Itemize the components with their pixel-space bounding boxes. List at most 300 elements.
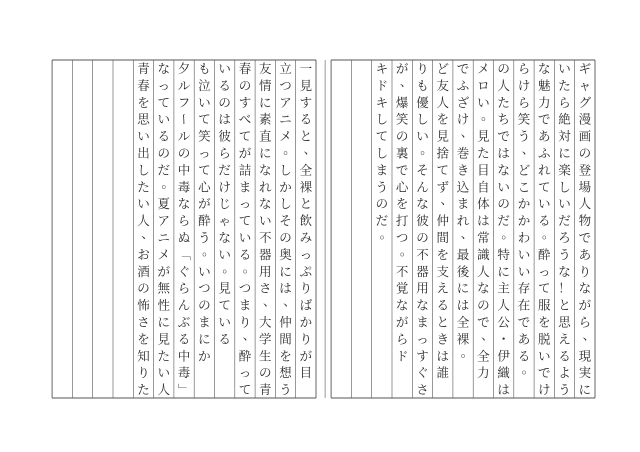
manuscript-character: っ (299, 246, 313, 262)
manuscript-character: 現 (578, 348, 592, 364)
manuscript-character: じ (218, 196, 231, 212)
manuscript-character: 誰 (436, 365, 450, 381)
manuscript-character: い (137, 196, 150, 212)
manuscript-character: て (375, 128, 389, 144)
manuscript-character: が (395, 314, 409, 330)
manuscript-character: れ (456, 213, 470, 229)
manuscript-character: 裏 (395, 145, 409, 161)
manuscript-character: キ (375, 60, 389, 76)
manuscript-character: 、 (242, 327, 256, 343)
manuscript-character: 思 (137, 111, 150, 127)
manuscript-character: ら (517, 94, 531, 110)
manuscript-character: 、 (521, 141, 535, 157)
manuscript-character: 巻 (456, 145, 470, 161)
manuscript-character: 用 (258, 263, 272, 279)
manuscript-character: 常 (477, 229, 490, 245)
manuscript-character: い (218, 314, 231, 330)
manuscript-character: お (137, 246, 150, 262)
manuscript-character: で (497, 128, 510, 144)
manuscript-character: 魅 (537, 77, 551, 93)
manuscript-character: に (558, 145, 571, 161)
manuscript-character: 全 (477, 348, 490, 364)
manuscript-character: そ (416, 162, 429, 178)
manuscript-character: い (218, 60, 231, 76)
manuscript-character: 怖 (137, 297, 150, 313)
manuscript-character: る (558, 348, 571, 364)
manuscript-character: 、 (582, 327, 596, 343)
manuscript-character: の (416, 229, 429, 245)
manuscript-character: て (537, 280, 551, 296)
manuscript-character: 支 (436, 263, 450, 279)
manuscript-character: 器 (416, 263, 429, 279)
manuscript-character: っ (198, 145, 211, 161)
manuscript-character: 目 (299, 365, 313, 381)
manuscript-character: 思 (558, 314, 571, 330)
manuscript-character: 見 (157, 331, 171, 347)
manuscript-character: の (258, 365, 272, 381)
manuscript-character: ら (558, 94, 571, 110)
manuscript-character: 。 (420, 141, 433, 157)
manuscript-character: で (395, 162, 409, 178)
manuscript-character: 」 (176, 383, 192, 396)
manuscript-character: 学 (258, 331, 272, 347)
manuscript-character: ー (176, 112, 192, 126)
manuscript-character: う (375, 179, 389, 195)
manuscript-character: 織 (497, 365, 510, 381)
manuscript-character: 仲 (436, 213, 450, 229)
manuscript-character: り (299, 331, 313, 347)
manuscript-character: 器 (258, 246, 272, 262)
manuscript-character: 物 (578, 213, 592, 229)
manuscript-character: な (258, 196, 272, 212)
manuscript-character: ア (279, 94, 292, 110)
manuscript-character: 春 (137, 77, 150, 93)
manuscript-character: て (157, 94, 171, 110)
manuscript-character: ま (456, 196, 470, 212)
manuscript-character: で (537, 365, 551, 381)
manuscript-character: た (137, 382, 150, 398)
manuscript-character: 服 (537, 297, 551, 313)
manuscript-character: る (218, 77, 231, 93)
manuscript-character: う (558, 382, 571, 398)
manuscript-character: 。 (541, 225, 555, 241)
manuscript-character: ふ (456, 77, 470, 93)
manuscript-character: 。 (501, 225, 514, 241)
manuscript-character: つ (395, 229, 409, 245)
manuscript-character: 酔 (537, 246, 551, 262)
manuscript-character: 。 (379, 225, 393, 241)
manuscript-character: ル (177, 128, 191, 144)
manuscript-character: ち (497, 111, 510, 127)
manuscript-character: と (436, 314, 450, 330)
manuscript-character: ず (436, 179, 450, 195)
manuscript-character: し (375, 111, 389, 127)
manuscript-character: で (517, 314, 531, 330)
manuscript-character: の (218, 94, 231, 110)
manuscript-character: は (279, 280, 292, 296)
manuscript-character: あ (537, 128, 551, 144)
manuscript-character: ロ (477, 77, 490, 93)
manuscript-character: て (198, 162, 211, 178)
manuscript-character: し (375, 145, 389, 161)
manuscript-character: ら (395, 331, 409, 347)
manuscript-character: 人 (497, 297, 510, 313)
manuscript-character: 見 (299, 77, 313, 93)
manuscript-character: け (517, 77, 531, 93)
manuscript-character: グ (578, 94, 592, 110)
manuscript-character: 。 (222, 259, 235, 275)
manuscript-character: 間 (279, 331, 292, 347)
manuscript-character: き (456, 162, 470, 178)
manuscript-character: で (456, 60, 470, 76)
manuscript-character: 主 (497, 280, 510, 296)
manuscript-character: 出 (137, 145, 150, 161)
manuscript-character: の (477, 297, 490, 313)
manuscript-character: キ (375, 94, 389, 110)
manuscript-character: は (456, 297, 470, 313)
manuscript-character: る (238, 246, 252, 262)
manuscript-character: い (477, 94, 490, 110)
manuscript-character: 目 (477, 162, 490, 178)
manuscript-character: を (436, 246, 450, 262)
manuscript-character: て (198, 111, 211, 127)
manuscript-character: が (578, 297, 592, 313)
manuscript-character: り (238, 314, 252, 330)
manuscript-character: 見 (477, 128, 490, 144)
manuscript-character: 飲 (299, 213, 313, 229)
manuscript-character: 人 (477, 263, 490, 279)
manuscript-character: ニ (157, 229, 171, 245)
manuscript-character: ん (177, 297, 191, 313)
manuscript-character: ら (578, 314, 592, 330)
manuscript-character: ギ (578, 60, 592, 76)
manuscript-character: か (198, 348, 211, 364)
manuscript-character: 素 (258, 111, 272, 127)
manuscript-character: も (416, 77, 429, 93)
manuscript-character: い (157, 365, 171, 381)
manuscript-character: が (198, 196, 211, 212)
manuscript-character: う (198, 229, 211, 245)
manuscript-character: け (456, 111, 470, 127)
manuscript-character: 実 (578, 365, 592, 381)
manuscript-character: に (157, 314, 171, 330)
manuscript-character: た (137, 179, 150, 195)
manuscript-character: な (258, 162, 272, 178)
manuscript-character: の (375, 196, 389, 212)
manuscript-character: 楽 (558, 162, 571, 178)
manuscript-character: 。 (202, 242, 215, 258)
manuscript-character: 人 (578, 196, 592, 212)
manuscript-character: い (517, 263, 531, 279)
manuscript-character: さ (258, 280, 272, 296)
manuscript-character: の (497, 60, 510, 76)
manuscript-character: 、 (460, 124, 474, 140)
manuscript-character: け (537, 382, 551, 398)
manuscript-character: 、 (283, 293, 296, 309)
manuscript-character: き (436, 331, 450, 347)
manuscript-character: ろ (558, 229, 571, 245)
manuscript-character: 立 (279, 60, 292, 76)
manuscript-character: ん (416, 179, 429, 195)
manuscript-character: し (416, 111, 429, 127)
manuscript-character: 込 (456, 179, 470, 195)
manuscript-character: に (258, 145, 272, 161)
manuscript-character: に (497, 263, 510, 279)
manuscript-character: 。 (460, 344, 474, 360)
manuscript-character: で (537, 111, 551, 127)
manuscript-character: う (279, 382, 292, 398)
manuscript-character: 直 (258, 128, 272, 144)
manuscript-character: い (537, 348, 551, 364)
manuscript-character: つ (279, 77, 292, 93)
manuscript-character: て (238, 382, 252, 398)
manuscript-character: 、 (262, 293, 276, 309)
manuscript-character: さ (137, 314, 150, 330)
manuscript-character: て (238, 213, 252, 229)
manuscript-character: 情 (258, 77, 272, 93)
manuscript-character: る (177, 331, 191, 347)
manuscript-character: は (497, 382, 510, 398)
manuscript-character: い (198, 94, 211, 110)
manuscript-character: か (517, 196, 531, 212)
manuscript-character: 画 (578, 128, 592, 144)
manuscript-character: ニ (279, 111, 292, 127)
manuscript-character: 青 (137, 60, 150, 76)
manuscript-character: に (578, 382, 592, 398)
manuscript-character: そ (279, 213, 292, 229)
manuscript-character: 絶 (558, 111, 571, 127)
manuscript-character: 性 (157, 297, 171, 313)
manuscript-character: 奥 (279, 246, 292, 262)
manuscript-character: 不 (258, 229, 272, 245)
manuscript-character: し (558, 179, 571, 195)
manuscript-character: い (198, 263, 211, 279)
manuscript-character: 、 (481, 327, 494, 343)
manuscript-character: ざ (456, 94, 470, 110)
manuscript-character: 見 (218, 280, 231, 296)
manuscript-character: 存 (517, 280, 531, 296)
manuscript-character: し (279, 196, 292, 212)
manuscript-character: は (497, 145, 510, 161)
manuscript-character: 、 (440, 192, 454, 208)
manuscript-character: の (238, 77, 252, 93)
manuscript-character: に (279, 263, 292, 279)
manuscript-character: り (578, 263, 592, 279)
manuscript-character: な (416, 196, 429, 212)
manuscript-character: 識 (477, 246, 490, 262)
manuscript-character: て (238, 128, 252, 144)
manuscript-character: が (238, 145, 252, 161)
manuscript-character: ど (517, 162, 531, 178)
manuscript-character: し (279, 162, 292, 178)
manuscript-character: ド (375, 77, 389, 93)
manuscript-character: 知 (137, 348, 150, 364)
manuscript-character: 友 (436, 77, 450, 93)
manuscript-character: の (157, 145, 171, 161)
manuscript-character: 中 (177, 162, 191, 178)
manuscript-character: て (537, 179, 551, 195)
manuscript-character: 爆 (395, 94, 409, 110)
manuscript-character: ぶ (177, 314, 191, 330)
manuscript-character: っ (157, 77, 171, 93)
manuscript-character: ら (517, 60, 531, 76)
manuscript-character: 、 (460, 225, 474, 241)
manuscript-character: 無 (157, 280, 171, 296)
manuscript-character: 笑 (395, 111, 409, 127)
manuscript-character: 心 (198, 179, 211, 195)
manuscript-character: 生 (258, 348, 272, 364)
manuscript-character: 大 (258, 314, 272, 330)
manuscript-character: る (517, 348, 531, 364)
manuscript-character: を (395, 196, 409, 212)
manuscript-character: 泣 (198, 77, 211, 93)
manuscript-character: を (137, 94, 150, 110)
manuscript-character: す (416, 348, 429, 364)
manuscript-character: フ (177, 94, 191, 110)
manuscript-character: い (416, 128, 429, 144)
manuscript-character: す (299, 94, 313, 110)
manuscript-character: ゃ (218, 213, 231, 229)
manuscript-character: 裸 (299, 179, 313, 195)
manuscript-character: か (517, 213, 531, 229)
manuscript-character: す (238, 94, 252, 110)
manuscript-character: い (558, 196, 571, 212)
manuscript-character: な (537, 60, 551, 76)
manuscript-character: だ (375, 213, 389, 229)
manuscript-character: み (299, 229, 313, 245)
manuscript-character: る (157, 128, 171, 144)
manuscript-character: の (177, 145, 191, 161)
manuscript-character: 公 (497, 314, 510, 330)
manuscript-character: し (137, 162, 150, 178)
manuscript-character: い (517, 246, 531, 262)
manuscript-character: っ (416, 331, 429, 347)
manuscript-character: え (558, 331, 571, 347)
manuscript-character: な (558, 263, 571, 279)
manuscript-character: は (218, 111, 231, 127)
manuscript-character: な (218, 229, 231, 245)
manuscript-character: べ (238, 111, 252, 127)
manuscript-character: ま (416, 314, 429, 330)
manuscript-character: ま (238, 297, 252, 313)
manuscript-character: っ (238, 196, 252, 212)
manuscript-character: 最 (456, 246, 470, 262)
manuscript-character: メ (477, 60, 490, 76)
manuscript-character: る (436, 297, 450, 313)
manuscript-character: り (137, 365, 150, 381)
manuscript-character: て (436, 162, 450, 178)
manuscript-character: を (279, 348, 292, 364)
manuscript-character: に (258, 94, 272, 110)
manuscript-character: つ (238, 280, 252, 296)
manuscript-character: ま (375, 162, 389, 178)
manuscript-character: の (395, 128, 409, 144)
manuscript-character: 「 (176, 248, 192, 261)
manuscript-character: 打 (395, 213, 409, 229)
manuscript-character: 全 (456, 314, 470, 330)
manuscript-character: り (299, 280, 313, 296)
manuscript-character: も (198, 60, 211, 76)
manuscript-character: ！ (558, 280, 571, 296)
manuscript-character: 酔 (238, 348, 252, 364)
manuscript-character: が (157, 263, 171, 279)
manuscript-character: ・ (497, 331, 510, 347)
manuscript-character: た (157, 348, 171, 364)
manuscript-character: メ (279, 128, 292, 144)
manuscript-character: た (558, 77, 571, 93)
manuscript-character: の (497, 196, 510, 212)
manuscript-character: 間 (436, 229, 450, 245)
manuscript-character: ャ (578, 77, 592, 93)
manuscript-character: 裸 (456, 331, 470, 347)
manuscript-character: 仲 (279, 314, 292, 330)
manuscript-character: れ (258, 179, 272, 195)
manuscript-character: 友 (258, 60, 272, 76)
manuscript-character: た (497, 94, 510, 110)
manuscript-character: か (299, 314, 313, 330)
manuscript-character: っ (238, 365, 252, 381)
manuscript-character: だ (558, 213, 571, 229)
manuscript-character: い (137, 128, 150, 144)
manuscript-character: な (395, 297, 409, 313)
manuscript-character: こ (517, 179, 531, 195)
manuscript-character: い (157, 111, 171, 127)
manuscript-character: 脱 (537, 331, 551, 347)
manuscript-character: 笑 (198, 128, 211, 144)
manuscript-character: を (537, 314, 551, 330)
manuscript-character: る (218, 331, 231, 347)
manuscript-character: 、 (303, 141, 317, 157)
manuscript-character: は (477, 213, 490, 229)
manuscript-character: が (395, 60, 409, 76)
manuscript-character: と (299, 196, 313, 212)
manuscript-character: ル (177, 77, 191, 93)
manuscript-character: の (137, 280, 150, 296)
manuscript-character: ら (177, 213, 191, 229)
manuscript-character: な (157, 60, 171, 76)
manuscript-character: る (299, 111, 313, 127)
manuscript-character: あ (517, 331, 531, 347)
manuscript-character: ば (299, 297, 313, 313)
manuscript-character: 。 (399, 242, 413, 258)
manuscript-character: い (537, 196, 551, 212)
manuscript-character: さ (416, 382, 429, 398)
manuscript-character: 見 (436, 128, 450, 144)
manuscript-character: ど (436, 60, 450, 76)
manuscript-character: の (578, 145, 592, 161)
manuscript-character: ら (177, 280, 191, 296)
manuscript-character: 人 (137, 213, 150, 229)
manuscript-character: 、 (399, 73, 413, 89)
manuscript-character: え (436, 280, 450, 296)
manuscript-character: 酒 (137, 263, 150, 279)
manuscript-character: 捨 (436, 145, 450, 161)
manuscript-character: 用 (416, 280, 429, 296)
manuscript-character: り (416, 60, 429, 76)
manuscript-character: 体 (477, 196, 490, 212)
manuscript-character: だ (497, 213, 510, 229)
manuscript-character: わ (517, 229, 531, 245)
manuscript-character: 覚 (395, 280, 409, 296)
manuscript-character: 対 (558, 128, 571, 144)
manuscript-character: あ (578, 246, 592, 262)
manuscript-character: 想 (279, 365, 292, 381)
manuscript-character: メ (157, 246, 171, 262)
manuscript-character: 。 (161, 175, 175, 191)
manuscript-character: ぐ (177, 263, 191, 279)
manuscript-character: 中 (177, 348, 191, 364)
manuscript-character: な (477, 280, 490, 296)
